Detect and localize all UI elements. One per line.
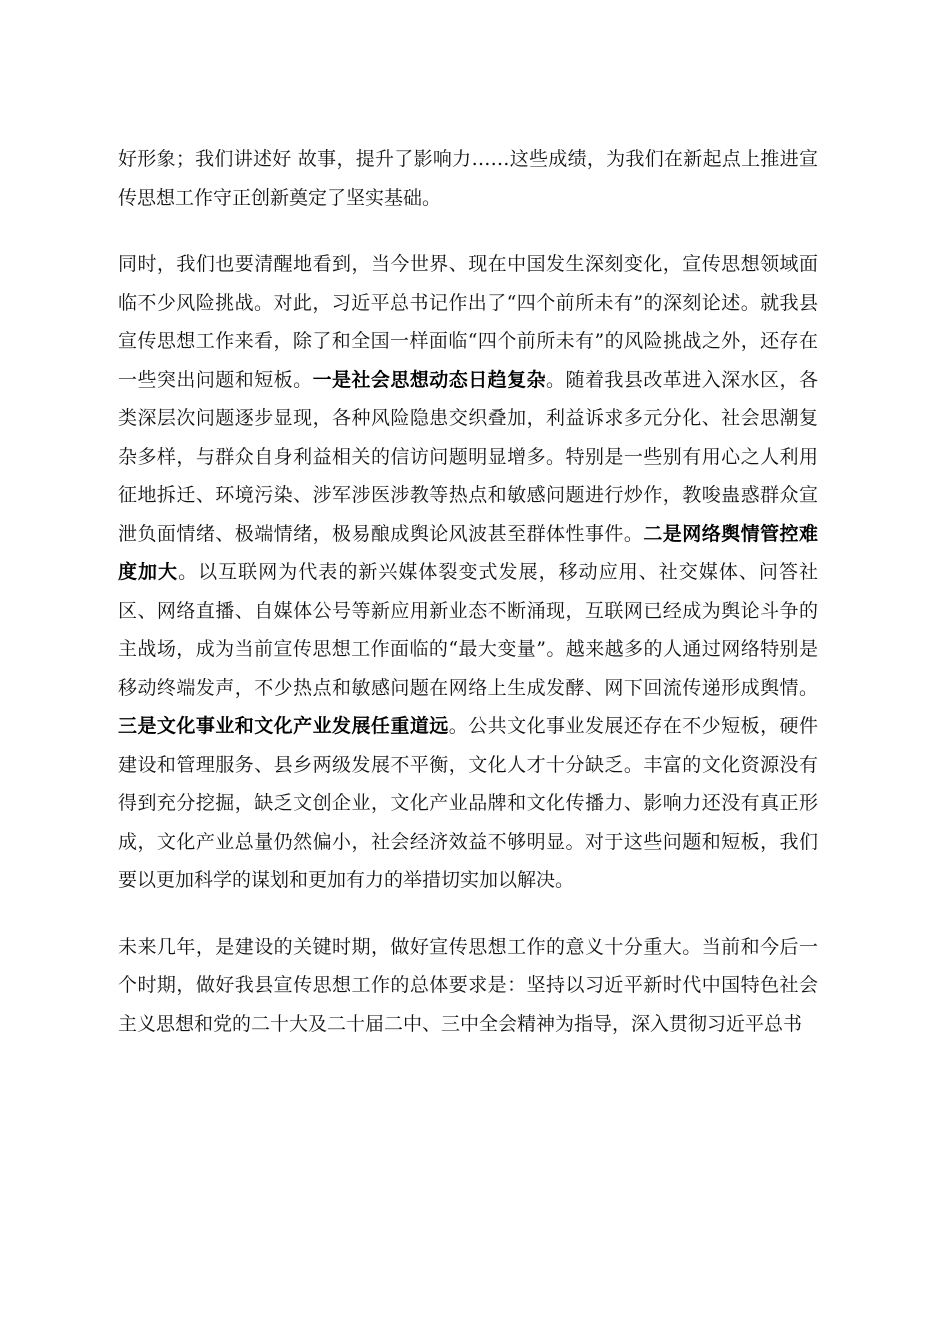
document-body <box>118 140 818 1071</box>
text-segment: 同时，我们也要清醒地看到，当今世界、现在中国发生深刻变化，宣传思想领域面临不少风险挑战。对此，习近平总书记作出了“四个前所未有”的深刻论述。就我县宣传思想工作来看，除了和全国一样面临“四个前所未有”的风险挑战之外，还存在一些突出问题和短板。 <box>118 253 818 391</box>
text-segment: 未来几年，是建设的关键时期，做好宣传思想工作的意义十分重大。当前和今后一个时期，做好我县宣传思想工作的总体要求是：坚持以习近平新时代中国特色社会主义思想和党的二十大及二十届二中、三中全会精神为指导，深入贯彻习近平总书 <box>118 935 818 1035</box>
bold-heading-social-thought: 一是社会思想动态日趋复杂 <box>312 368 547 391</box>
text-segment: 。随着我县改革进入深水区，各类深层次问题逐步显现，各种风险隐患交织叠加，利益诉求多元分化、社会思潮复杂多样，与群众自身利益相关的信访问题明显增多。特别是一些别有用心之人利用征地拆迁、环境污染、涉军涉医涉教等热点和敏感问题进行炒作，教唆蛊惑群众宣泄负面情绪、极端情绪，极易酿成舆论风波甚至群体性事件。 <box>118 368 818 545</box>
paragraph-requirements <box>118 928 818 1044</box>
paragraph-challenges <box>118 245 818 900</box>
text-segment: 。以互联网为代表的新兴媒体裂变式发展，移动应用、社交媒体、问答社区、网络直播、自媒体公号等新应用新业态不断涌现，互联网已经成为舆论斗争的主战场，成为当前宣传思想工作面临的“最大变量”。越来越多的人通过网络特别是移动终端发声，不少热点和敏感问题在网络上生成发酵、网下回流传递形成舆情。 <box>118 561 818 699</box>
text-segment: 。公共文化事业发展还存在不少短板，硬件建设和管理服务、县乡两级发展不平衡，文化人才十分缺乏。丰富的文化资源没有得到充分挖掘，缺乏文创企业，文化产业品牌和文化传播力、影响力还没有真正形成，文化产业总量仍然偏小，社会经济效益不够明显。对于这些问题和短板，我们要以更加科学的谋划和更加有力的举措切实加以解决。 <box>118 715 818 891</box>
text-segment: 好形象；我们讲述好 故事，提升了影响力……这些成绩，为我们在新起点上推进宣传思想工作守正创新奠定了坚实基础。 <box>118 148 818 209</box>
bold-heading-culture-industry: 三是文化事业和文化产业发展任重道远 <box>118 715 449 737</box>
paragraph-achievements <box>118 140 818 217</box>
bold-heading-online-opinion: 二是网络舆情管控难度加大 <box>118 522 818 583</box>
